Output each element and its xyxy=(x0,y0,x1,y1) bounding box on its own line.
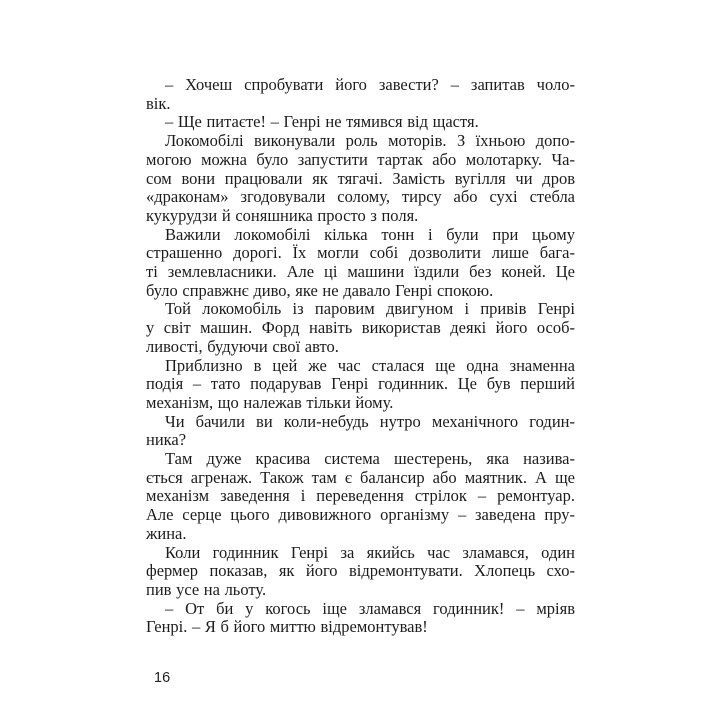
paragraph xyxy=(146,76,575,113)
text-line: Але серце цього дивовижного організму – заведена пру- xyxy=(146,505,575,525)
text-line: ється агренаж. Також там є балансир або маятник. А ще xyxy=(146,467,575,487)
paragraph xyxy=(146,132,575,226)
text-line: кукурудзи й соняшника просто з поля. xyxy=(146,205,419,225)
paragraph xyxy=(146,544,575,600)
text-line: механізм заведення і переведення стрілок – ремонтуар. xyxy=(146,486,575,506)
text-line: ті землевласники. Але ці машини їздили без коней. Це xyxy=(146,262,575,282)
text-line: подія – тато подарував Генрі годинник. Це був перший xyxy=(146,374,575,394)
text-line: було справжнє диво, яке не давало Генрі спокою. xyxy=(146,280,494,300)
text-line: ливості, будуючи свої авто. xyxy=(146,336,339,356)
text-line: фермер показав, як його відремонтувати. Хлопець схо- xyxy=(146,561,575,581)
text-line: вік. xyxy=(146,93,171,113)
text-line: Локомобілі виконували роль моторів. З їхньою допо- xyxy=(165,131,575,151)
text-line: – От би у когось іще зламався годинник! – мріяв xyxy=(165,598,575,618)
text-line: Важили локомобілі кілька тонн і були при цьому xyxy=(165,224,575,244)
text-line: сом вони працювали як тягачі. Замість вугілля чи дров xyxy=(146,168,575,188)
text-line: Там дуже красива система шестерень, яка назива- xyxy=(165,449,575,469)
page-number: 16 xyxy=(154,670,171,686)
text-line: Приблизно в цей же час сталася ще одна знаменна xyxy=(165,355,575,375)
text-line: Той локомобіль із паровим двигуном і привів Генрі xyxy=(165,299,575,319)
text-line: пив усе на льоту. xyxy=(146,579,267,599)
text-line: могою можна було запустити тартак або молотарку. Ча- xyxy=(146,149,575,169)
text-line: страшенно дорогі. Їх могли собі дозволити лише бага- xyxy=(146,243,575,263)
paragraph xyxy=(146,413,575,450)
text-line: – Ще питаєте! – Генрі не тямився від щастя. xyxy=(165,112,479,132)
text-block xyxy=(146,76,575,637)
text-line: «драконам» згодовували солому, тирсу або сухі стебла xyxy=(146,187,575,207)
paragraph xyxy=(146,300,575,356)
paragraph xyxy=(146,113,575,132)
text-line: Чи бачили ви коли-небудь нутро механічного годин- xyxy=(165,411,575,431)
text-line: ника? xyxy=(146,430,187,450)
text-line: Коли годинник Генрі за якийсь час зламався, один xyxy=(165,542,575,562)
text-line: механізм, що належав тільки йому. xyxy=(146,392,394,412)
paragraph xyxy=(146,450,575,544)
text-line: у світ машин. Форд навіть використав деякі його особ- xyxy=(146,318,575,338)
text-line: жина. xyxy=(146,523,187,543)
paragraph xyxy=(146,357,575,413)
paragraph xyxy=(146,600,575,637)
text-line: Генрі. – Я б його миттю відремонтував! xyxy=(146,617,428,637)
text-line: – Хочеш спробувати його завести? – запитав чоло- xyxy=(165,75,575,94)
paragraph xyxy=(146,226,575,301)
